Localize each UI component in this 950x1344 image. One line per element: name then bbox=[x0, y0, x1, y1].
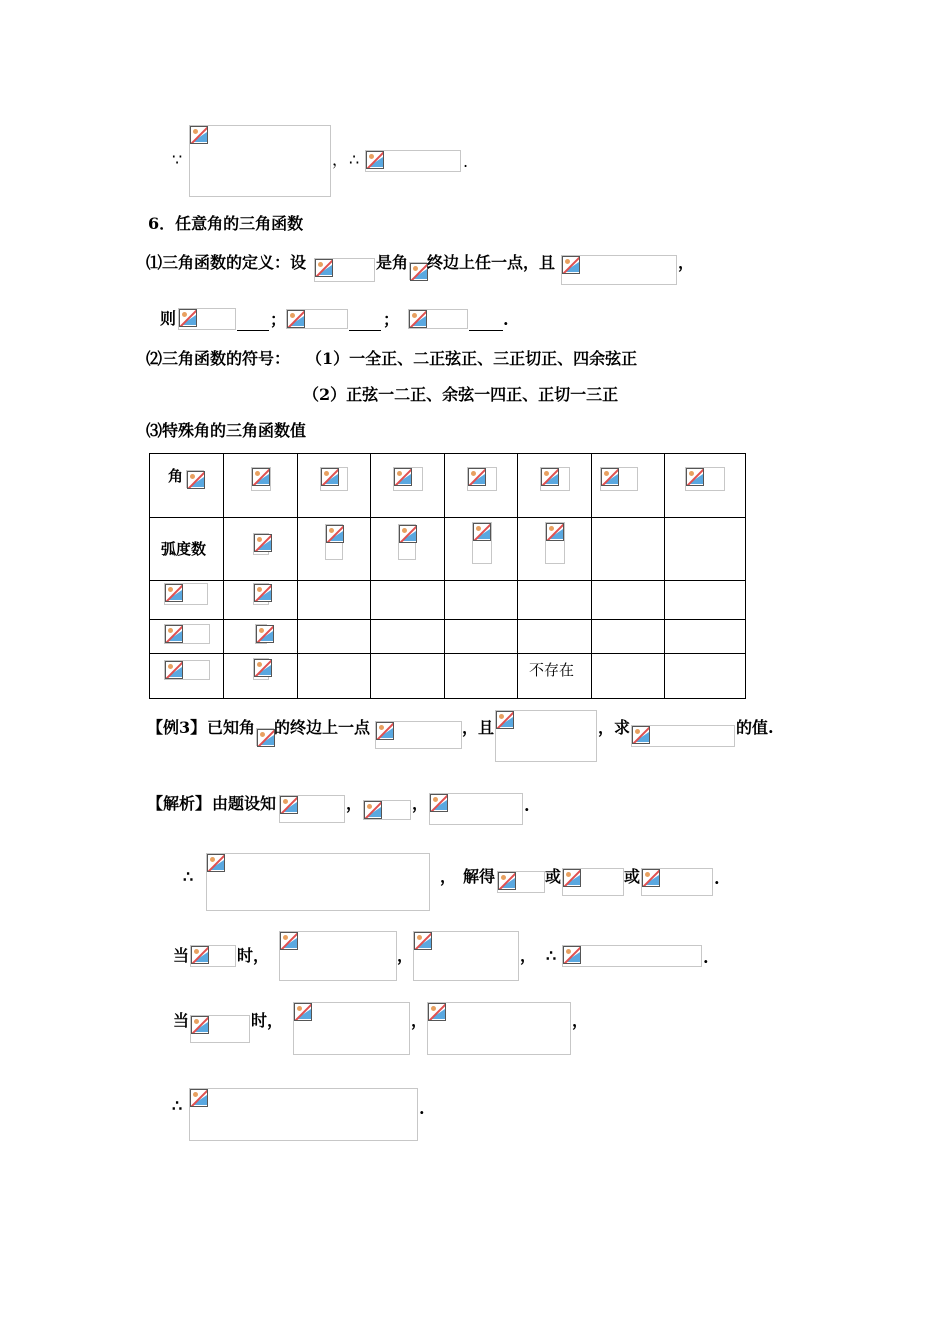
signs-label: ⑵三角函数的符号： bbox=[146, 349, 291, 368]
solution-text: 当 bbox=[173, 946, 190, 965]
signs-rule-1: （1）一全正、二正弦正、三正切正、四余弦正 bbox=[306, 349, 638, 368]
broken-image-icon bbox=[563, 946, 581, 964]
table-cell bbox=[371, 620, 445, 654]
formula-image bbox=[429, 793, 523, 825]
broken-image-icon bbox=[179, 309, 197, 327]
broken-image-icon bbox=[254, 584, 272, 602]
broken-image-icon bbox=[165, 661, 183, 679]
broken-image-icon bbox=[414, 932, 432, 950]
comma: ， bbox=[397, 946, 414, 965]
broken-image-icon bbox=[498, 872, 516, 890]
example-tag: 【例3】 bbox=[147, 718, 207, 737]
then-label: 则 bbox=[160, 309, 177, 328]
table-cell bbox=[592, 454, 665, 518]
formula-image bbox=[408, 309, 468, 329]
period: . bbox=[714, 869, 720, 888]
table-cell bbox=[371, 454, 445, 518]
table-cell bbox=[224, 454, 298, 518]
table-cell bbox=[150, 620, 224, 654]
formula-image bbox=[256, 728, 274, 746]
formula-image bbox=[375, 721, 462, 749]
broken-image-icon bbox=[541, 468, 559, 486]
broken-image-icon bbox=[280, 932, 298, 950]
angle-label: 角 bbox=[168, 467, 184, 485]
formula-image bbox=[255, 624, 267, 644]
comma: ， bbox=[572, 1011, 589, 1030]
section-title: 6．任意角的三角函数 bbox=[148, 214, 304, 233]
broken-image-icon bbox=[473, 523, 491, 541]
period: . bbox=[503, 310, 509, 329]
formula-image bbox=[206, 853, 430, 911]
broken-image-icon bbox=[321, 468, 339, 486]
broken-image-icon bbox=[428, 1003, 446, 1021]
broken-image-icon bbox=[496, 711, 514, 729]
period: . bbox=[419, 1099, 425, 1118]
broken-image-icon bbox=[165, 625, 183, 643]
formula-image bbox=[398, 524, 416, 560]
formula-image bbox=[314, 258, 375, 282]
broken-image-icon bbox=[165, 584, 183, 602]
table-cell bbox=[592, 581, 665, 620]
broken-image-icon bbox=[632, 726, 650, 744]
table-cell bbox=[371, 654, 445, 699]
table-cell bbox=[665, 518, 746, 581]
table-cell bbox=[150, 581, 224, 620]
separator: ； bbox=[383, 310, 400, 329]
broken-image-icon bbox=[254, 659, 272, 677]
broken-image-icon bbox=[191, 1016, 209, 1034]
definition-label: ⑴三角函数的定义：设 bbox=[146, 253, 307, 272]
answer-blank bbox=[237, 329, 269, 331]
therefore-symbol: ∴ bbox=[349, 150, 360, 169]
table-cell bbox=[445, 654, 518, 699]
formula-image bbox=[562, 945, 702, 967]
example-text: 已知角 bbox=[207, 718, 256, 737]
solution-text: 时， bbox=[251, 1011, 284, 1030]
broken-image-icon bbox=[326, 525, 344, 543]
broken-image-icon bbox=[546, 523, 564, 541]
formula-image bbox=[293, 1002, 410, 1055]
table-row bbox=[150, 654, 746, 699]
table-cell bbox=[518, 620, 592, 654]
table-row bbox=[150, 518, 746, 581]
broken-image-icon bbox=[294, 1003, 312, 1021]
solution-text: 时， bbox=[237, 946, 270, 965]
definition-text: 终边上任一点，且 bbox=[427, 253, 556, 272]
broken-image-icon bbox=[601, 468, 619, 486]
broken-image-icon bbox=[280, 796, 298, 814]
formula-image bbox=[427, 1002, 571, 1055]
table-cell bbox=[665, 454, 746, 518]
table-cell bbox=[665, 620, 746, 654]
comma: ， bbox=[332, 150, 349, 169]
comma: ， bbox=[411, 1011, 428, 1030]
formula-image bbox=[631, 725, 735, 747]
formula-image bbox=[600, 467, 638, 491]
solution-text: 解得 bbox=[463, 867, 496, 886]
formula-image bbox=[561, 255, 677, 285]
table-cell bbox=[665, 654, 746, 699]
period: . bbox=[463, 152, 469, 171]
table-cell bbox=[224, 654, 298, 699]
broken-image-icon bbox=[190, 1089, 208, 1107]
comma: ， bbox=[678, 253, 695, 272]
broken-image-icon bbox=[364, 801, 382, 819]
comma: ， bbox=[346, 794, 363, 813]
broken-image-icon bbox=[399, 525, 417, 543]
solution-text: 当 bbox=[173, 1011, 190, 1030]
formula-image bbox=[164, 583, 208, 605]
formula-image bbox=[320, 467, 348, 491]
table-row bbox=[150, 620, 746, 654]
solution-text: 或 bbox=[545, 867, 562, 886]
broken-image-icon bbox=[187, 471, 205, 489]
table-cell bbox=[592, 620, 665, 654]
formula-image bbox=[363, 800, 411, 820]
table-cell bbox=[371, 518, 445, 581]
solution-tag: 【解析】 bbox=[147, 794, 212, 813]
comma: ， bbox=[520, 946, 537, 965]
definition-text: 是角 bbox=[376, 253, 409, 272]
formula-image bbox=[279, 795, 345, 823]
formula-image bbox=[253, 658, 269, 680]
formula-image bbox=[286, 309, 348, 329]
formula-image bbox=[164, 624, 210, 644]
broken-image-icon bbox=[410, 263, 428, 281]
table-cell bbox=[665, 581, 746, 620]
answer-blank bbox=[349, 329, 381, 331]
table-cell bbox=[298, 454, 371, 518]
special-angle-table bbox=[149, 453, 746, 699]
formula-image bbox=[365, 150, 461, 172]
formula-image bbox=[164, 660, 210, 680]
formula-image bbox=[409, 262, 427, 280]
broken-image-icon bbox=[256, 625, 274, 643]
formula-image bbox=[641, 868, 713, 896]
broken-image-icon bbox=[563, 869, 581, 887]
table-cell bbox=[150, 518, 224, 581]
broken-image-icon bbox=[562, 256, 580, 274]
therefore-symbol: ∴ bbox=[172, 1096, 183, 1115]
table-row bbox=[150, 581, 746, 620]
therefore-symbol: ∴ bbox=[183, 867, 194, 886]
broken-image-icon bbox=[376, 722, 394, 740]
table-cell bbox=[445, 518, 518, 581]
formula-image bbox=[189, 125, 331, 197]
table-row bbox=[150, 454, 746, 518]
formula-image bbox=[545, 522, 565, 564]
broken-image-icon bbox=[287, 310, 305, 328]
table-cell bbox=[445, 620, 518, 654]
example-text: 的值. bbox=[736, 718, 774, 737]
period: . bbox=[703, 948, 709, 967]
broken-image-icon bbox=[409, 310, 427, 328]
broken-image-icon bbox=[191, 946, 209, 964]
table-cell bbox=[371, 581, 445, 620]
table-cell bbox=[224, 581, 298, 620]
broken-image-icon bbox=[366, 151, 384, 169]
broken-image-icon bbox=[315, 259, 333, 277]
formula-image bbox=[190, 945, 236, 967]
formula-image bbox=[467, 467, 497, 491]
table-cell bbox=[224, 620, 298, 654]
broken-image-icon bbox=[642, 869, 660, 887]
table-cell bbox=[298, 654, 371, 699]
formula-image bbox=[497, 871, 545, 893]
table-cell bbox=[224, 518, 298, 581]
broken-image-icon bbox=[252, 468, 270, 486]
formula-image bbox=[685, 467, 725, 491]
formula-image bbox=[251, 467, 271, 491]
broken-image-icon bbox=[257, 729, 275, 747]
broken-image-icon bbox=[394, 468, 412, 486]
example-text: ，求 bbox=[598, 718, 631, 737]
not-exist-text: 不存在 bbox=[529, 661, 575, 679]
because-symbol: ∵ bbox=[172, 150, 183, 169]
formula-image bbox=[253, 583, 269, 605]
formula-image bbox=[495, 710, 597, 762]
formula-image bbox=[190, 1015, 250, 1043]
table-cell bbox=[298, 620, 371, 654]
separator: ； bbox=[270, 310, 287, 329]
formula-image bbox=[472, 522, 492, 564]
broken-image-icon bbox=[254, 534, 272, 552]
comma: ， bbox=[440, 867, 457, 886]
table-cell bbox=[518, 581, 592, 620]
table-cell bbox=[445, 581, 518, 620]
table-cell bbox=[592, 518, 665, 581]
table-cell bbox=[298, 581, 371, 620]
example-text: ，且 bbox=[462, 718, 495, 737]
formula-image bbox=[562, 868, 624, 896]
example-text: 的终边上一点 bbox=[274, 718, 371, 737]
formula-image bbox=[186, 470, 204, 488]
special-angles-title: ⑶特殊角的三角函数值 bbox=[146, 421, 307, 440]
table-cell bbox=[298, 518, 371, 581]
formula-image bbox=[325, 524, 343, 560]
table-cell bbox=[518, 518, 592, 581]
formula-image bbox=[189, 1088, 418, 1141]
formula-image bbox=[540, 467, 570, 491]
broken-image-icon bbox=[207, 854, 225, 872]
period: . bbox=[524, 796, 530, 815]
signs-rule-2: （2）正弦一二正、余弦一四正、正切一三正 bbox=[303, 385, 619, 404]
broken-image-icon bbox=[430, 794, 448, 812]
therefore-symbol: ∴ bbox=[546, 946, 557, 965]
radian-label: 弧度数 bbox=[161, 540, 207, 558]
answer-blank bbox=[469, 329, 503, 331]
formula-image bbox=[279, 931, 397, 981]
table-cell bbox=[445, 454, 518, 518]
broken-image-icon bbox=[686, 468, 704, 486]
table-cell bbox=[518, 654, 592, 699]
broken-image-icon bbox=[468, 468, 486, 486]
formula-image bbox=[178, 308, 236, 330]
table-cell bbox=[150, 454, 224, 518]
comma: ， bbox=[412, 794, 429, 813]
formula-image bbox=[413, 931, 519, 981]
solution-text: 由题设知 bbox=[212, 794, 277, 813]
formula-image bbox=[393, 467, 423, 491]
table-cell bbox=[592, 654, 665, 699]
formula-image bbox=[253, 533, 269, 555]
broken-image-icon bbox=[190, 126, 208, 144]
solution-text: 或 bbox=[624, 867, 641, 886]
table-cell bbox=[518, 454, 592, 518]
table-cell bbox=[150, 654, 224, 699]
